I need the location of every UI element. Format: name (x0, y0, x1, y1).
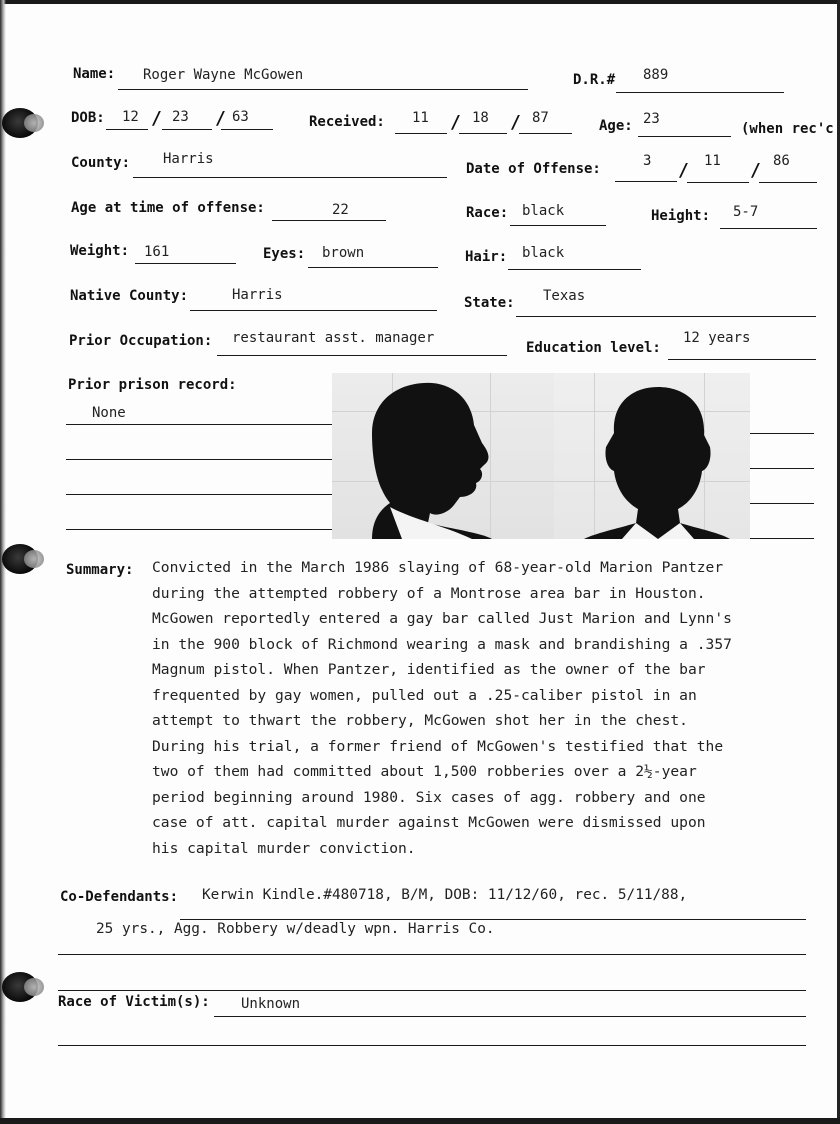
codefendants-line2: 25 yrs., Agg. Robbery w/deadly wpn. Harris Co. (96, 921, 495, 937)
race-value: black (522, 203, 565, 219)
date-separator: / (151, 108, 162, 129)
dob-label: DOB: (71, 110, 105, 126)
victim-race-value: Unknown (241, 996, 301, 1012)
age-offense-underline (272, 220, 386, 221)
dob-day-underline (162, 129, 212, 130)
offense-day-underline (687, 182, 749, 183)
state-underline (516, 316, 816, 317)
name-value: Roger Wayne McGowen (143, 67, 304, 83)
prior-record-line (66, 529, 332, 530)
name-underline (118, 89, 528, 90)
scan-edge-top (0, 0, 840, 4)
punch-hole-icon (2, 544, 38, 574)
mugshot-profile (332, 373, 554, 539)
offense-date-label: Date of Offense: (466, 161, 601, 177)
codefendants-line1: Kerwin Kindle.#480718, B/M, DOB: 11/12/60, rec. 5/11/88, (202, 887, 688, 903)
dob-year-value: 63 (232, 109, 249, 125)
weight-value: 161 (144, 244, 170, 260)
prior-record-label: Prior prison record: (68, 377, 237, 393)
hair-label: Hair: (465, 249, 508, 265)
offense-day-value: 11 (704, 153, 721, 169)
hair-value: black (522, 245, 565, 261)
state-label: State: (464, 295, 515, 311)
weight-underline (135, 263, 236, 264)
dr-underline (616, 92, 784, 93)
race-label: Race: (466, 205, 509, 221)
prior-record-line (750, 503, 814, 504)
offense-month-value: 3 (643, 153, 652, 169)
dr-label: D.R.# (573, 72, 616, 88)
occupation-underline (217, 355, 507, 356)
received-month-value: 11 (412, 110, 429, 126)
prior-record-line (750, 433, 814, 434)
dob-day-value: 23 (172, 109, 189, 125)
victim-race-line (58, 1045, 806, 1046)
education-value: 12 years (683, 330, 751, 346)
prior-record-value: None (92, 405, 126, 421)
age-offense-value: 22 (332, 202, 349, 218)
prior-record-line (66, 424, 332, 425)
eyes-underline (308, 267, 438, 268)
summary-text: Convicted in the March 1986 slaying of 68-year-old Marion Pantzer during the attempted robbery of a Montrose area bar in Houston. McGowen reportedly entered a gay bar called Just Marion and Lynn's in the 900 block of Richmond wearing a mask and brandishing a .357 Magnum pistol. When Pantzer, identified as the owner of the bar frequented by gay women, pulled out a .25-caliber pistol in an attempt to thwart the robbery, McGowen shot her in the chest. During his trial, a former friend of McGowen's testified that the two of them had committed about 1,500 robberies over a 2½-year period beginning around 1980. Six cases of agg. robbery and one case of att. capital murder against McGowen were dismissed upon his capital murder conviction. (152, 559, 732, 857)
age-label: Age: (599, 118, 633, 134)
county-value: Harris (163, 151, 214, 167)
prior-record-line (750, 468, 814, 469)
prior-record-line (66, 459, 332, 460)
front-silhouette-icon (554, 373, 750, 539)
eyes-label: Eyes: (263, 246, 306, 262)
scan-edge-bottom (0, 1118, 840, 1124)
dob-year-underline (221, 129, 273, 130)
offense-year-underline (759, 182, 817, 183)
profile-silhouette-icon (332, 373, 554, 539)
received-day-underline (459, 133, 507, 134)
summary-label: Summary: (66, 562, 134, 578)
received-day-value: 18 (472, 110, 489, 126)
hair-underline (508, 269, 641, 270)
height-value: 5-7 (733, 204, 759, 220)
date-separator: / (678, 160, 689, 181)
height-label: Height: (651, 208, 711, 224)
dob-month-value: 12 (122, 109, 139, 125)
occupation-label: Prior Occupation: (69, 333, 213, 349)
native-county-underline (190, 310, 437, 311)
victim-race-underline (214, 1016, 806, 1017)
native-county-label: Native County: (70, 288, 189, 304)
prior-record-line (66, 494, 332, 495)
victim-race-label: Race of Victim(s): (58, 994, 210, 1010)
occupation-value: restaurant asst. manager (232, 330, 435, 346)
date-separator: / (750, 160, 761, 181)
received-year-value: 87 (532, 110, 549, 126)
mugshot-front (554, 373, 750, 539)
education-underline (668, 359, 816, 360)
age-value: 23 (643, 111, 660, 127)
codefendants-line (58, 954, 806, 955)
codefendants-label: Co-Defendants: (60, 889, 179, 905)
mugshot-photo (332, 373, 750, 539)
dr-value: 889 (643, 67, 669, 83)
state-value: Texas (543, 288, 586, 304)
education-label: Education level: (526, 340, 661, 356)
eyes-value: brown (322, 245, 365, 261)
date-separator: / (450, 112, 461, 133)
date-separator: / (510, 112, 521, 133)
received-month-underline (395, 133, 447, 134)
county-underline (133, 177, 447, 178)
received-label: Received: (309, 114, 385, 130)
age-offense-label: Age at time of offense: (71, 200, 265, 216)
name-label: Name: (73, 66, 116, 82)
date-separator: / (215, 108, 226, 129)
punch-hole-icon (2, 108, 38, 138)
prior-record-line (750, 538, 814, 539)
age-underline (638, 136, 731, 137)
received-year-underline (519, 133, 572, 134)
weight-label: Weight: (70, 243, 130, 259)
codefendants-line (58, 990, 806, 991)
native-county-value: Harris (232, 287, 283, 303)
age-note: (when rec'c (741, 121, 834, 137)
offense-month-underline (615, 181, 677, 182)
height-underline (720, 228, 817, 229)
punch-hole-icon (2, 972, 38, 1002)
race-underline (510, 225, 606, 226)
county-label: County: (71, 155, 131, 171)
offense-year-value: 86 (773, 153, 790, 169)
dob-month-underline (106, 129, 148, 130)
codefendants-underline (180, 919, 806, 920)
